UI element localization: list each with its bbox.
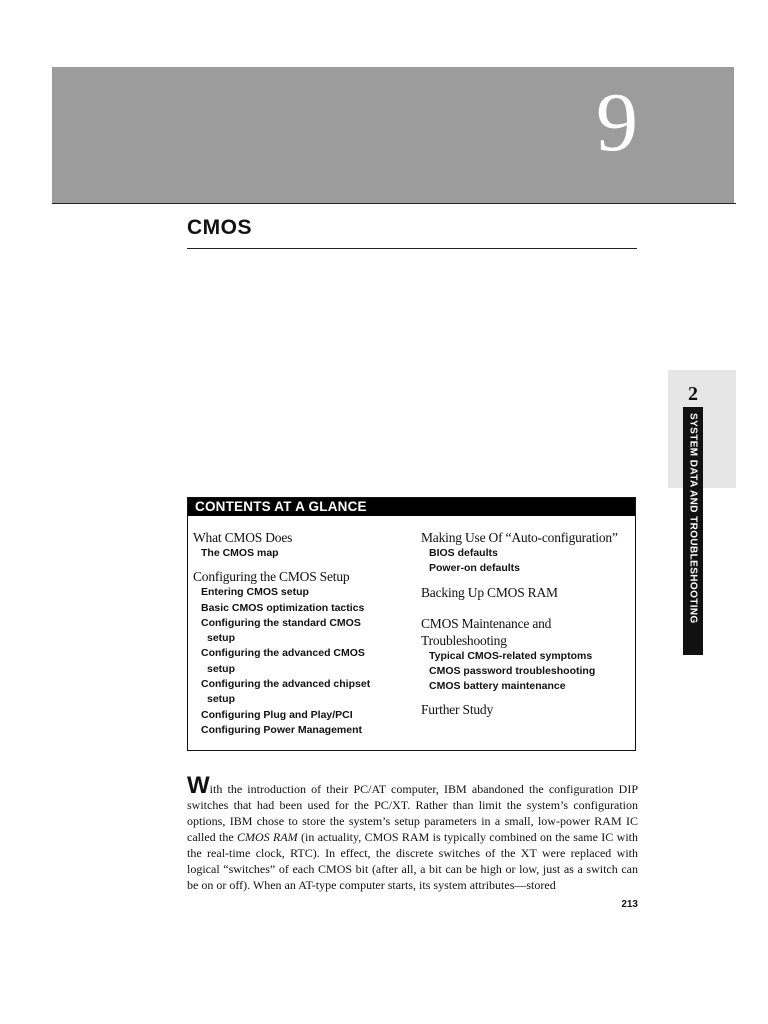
- chapter-title: CMOS: [187, 216, 252, 239]
- body-italic-term: CMOS RAM: [237, 830, 298, 844]
- contents-subtopic: [193, 708, 418, 723]
- contents-subtopic-list: [421, 649, 635, 695]
- contents-subtopic-text: Configuring the advanced CMOS: [201, 647, 365, 660]
- contents-section-heading: What CMOS Does: [193, 530, 293, 545]
- contents-subtopic: [421, 679, 635, 694]
- contents-subtopic-list: [193, 585, 418, 738]
- contents-subtopic-continuation: setup: [207, 693, 236, 706]
- contents-subtopic-text: CMOS password troubleshooting: [429, 664, 596, 677]
- contents-section-heading: Making Use Of “Auto-configuration”: [421, 530, 618, 545]
- contents-at-a-glance: [187, 497, 636, 751]
- body-text-end: (in actuality, CMOS RAM is typically combined on the same IC with the real-time clock, RTC). In effect, the discrete switches of the XT were replaced with logical “switches” of each CMOS bit (after all, a bit can be high or low, just as a switch can be on or off). When an AT-type computer starts, its system attributes—stored: [187, 830, 638, 892]
- part-number: 2: [688, 383, 698, 405]
- band-rule: [52, 203, 736, 204]
- contents-subtopic-text: Power-on defaults: [429, 562, 521, 575]
- contents-subtopic: [193, 646, 418, 677]
- title-rule: [187, 248, 637, 249]
- contents-subtopic-text: Configuring Plug and Play/PCI: [201, 708, 353, 721]
- contents-subtopic: [421, 546, 635, 561]
- drop-cap: W: [187, 772, 210, 799]
- contents-subtopic-list: [193, 546, 418, 561]
- contents-section-heading: Further Study: [421, 702, 494, 718]
- contents-subtopic-continuation: setup: [207, 662, 236, 675]
- body-paragraph: [187, 772, 638, 893]
- contents-subtopic: [193, 546, 418, 561]
- contents-subtopic: [193, 723, 418, 738]
- contents-subtopic-text: Configuring the standard CMOS: [201, 616, 361, 629]
- page-number: 213: [621, 899, 638, 910]
- contents-header: CONTENTS AT A GLANCE: [188, 498, 635, 516]
- contents-subtopic-continuation: setup: [207, 632, 236, 645]
- contents-right-column: [421, 529, 635, 732]
- contents-subtopic: [193, 616, 418, 647]
- contents-subtopic-text: Configuring Power Management: [201, 723, 363, 736]
- chapter-band: [52, 67, 734, 203]
- contents-subtopic-list: [421, 546, 635, 577]
- contents-subtopic-text: Basic CMOS optimization tactics: [201, 601, 365, 614]
- body-text-start: ith the introduction of their PC/AT computer, IBM abandoned the configuration DIP switches that had been used for the PC/XT. Rather than limit the system’s configuration options, IBM chose to store the system’s setup parameters in a small, low-power RAM IC called the: [187, 782, 638, 844]
- contents-subtopic-text: The CMOS map: [201, 547, 279, 559]
- contents-subtopic-text: Entering CMOS setup: [201, 586, 309, 599]
- contents-section-heading: Configuring the CMOS Setup: [193, 569, 350, 585]
- contents-subtopic: [421, 561, 635, 576]
- contents-subtopic-text: BIOS defaults: [429, 547, 498, 559]
- contents-subtopic: [421, 649, 635, 664]
- contents-subtopic: [193, 601, 418, 616]
- contents-left-column: [193, 529, 418, 745]
- contents-subtopic: [193, 585, 418, 600]
- contents-subtopic: [193, 677, 418, 708]
- part-title: SYSTEM DATA AND TROUBLESHOOTING: [687, 413, 699, 624]
- contents-subtopic: [421, 664, 635, 679]
- chapter-number: 9: [596, 76, 638, 169]
- contents-subtopic-text: Typical CMOS-related symptoms: [429, 649, 593, 662]
- contents-subtopic-text: Configuring the advanced chipset: [201, 678, 371, 691]
- contents-section-heading: Backing Up CMOS RAM: [421, 584, 558, 600]
- contents-section-heading: CMOS Maintenance and Troubleshooting: [421, 615, 552, 648]
- contents-subtopic-text: CMOS battery maintenance: [429, 680, 566, 693]
